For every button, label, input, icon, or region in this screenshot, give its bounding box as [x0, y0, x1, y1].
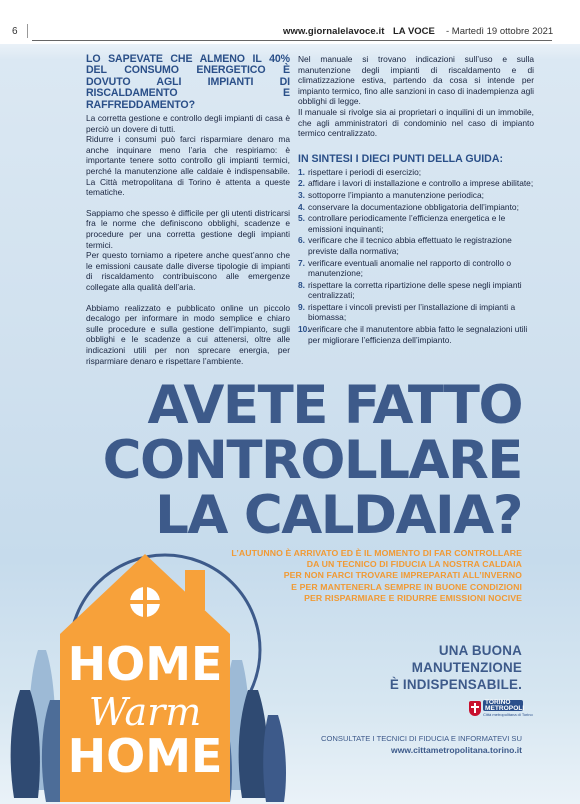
list-item: 3. sottoporre l’impianto a manutenzione periodica;	[298, 189, 484, 200]
article-paragraph: Abbiamo realizzato e pubblicato online un piccolo decalogo per informare in modo semplice e chiaro sulle procedure e sulla gestione dell’impianto, sugli obblighi e le scadenze a cui attenersi, oltre alle indicazioni utili per non sprecare energia, per risparmiare denaro e rispettare l’ambiente.	[86, 302, 290, 366]
article-paragraph: Sappiamo che spesso è difficile per gli utenti districarsi fra le norme che definiscono obblighi, scadenze e procedure per una corretta gestione degli impianti termici.	[86, 207, 290, 250]
page-number: 6	[12, 26, 18, 37]
ad-orange-text: L’AUTUNNO È ARRIVATO ED È IL MOMENTO DI FAR CONTROLLARE DA UN TECNICO DI FIDUCIA LA NOSTRA CALDAIA PER NON FARCI TROVARE IMPREPARATI ALL’INVERNO E PER MANTENERLA SEMPRE IN BUONE CONDIZIONI PER RISPARMIARE E RIDURRE EMISSIONI NOCIVE	[231, 548, 522, 603]
header-rule	[32, 40, 552, 41]
house-word-home-bottom: HOME	[67, 729, 223, 783]
header-divider	[27, 24, 28, 38]
list-item: 10. verificare che il manutentore abbia fatto le segnalazioni utili per migliorare l’efficienza dell’impianto.	[298, 324, 528, 345]
house-word-home-top: HOME	[67, 637, 223, 691]
page-header	[0, 0, 580, 44]
list-item: 9. rispettare i vincoli previsti per l’installazione di impianti a biomassa;	[298, 301, 516, 323]
ad-headline-line: AVETE FATTO	[147, 375, 522, 436]
ad-headline-line: CONTROLLARE	[102, 430, 522, 491]
article-paragraph: Nel manuale si trovano indicazioni sull’uso e sulla manutenzione degli impianti di riscaldamento e di climatizzazione estiva, partendo da cosa si intende per impianto termico, fino alle sanzioni in caso di inadempienza agli obblighi di legge.	[298, 54, 534, 107]
contact-line: CONSULTATE I TECNICI DI FIDUCIA E INFORMATEVI SU	[321, 734, 522, 743]
house-word-warm: Warm	[88, 690, 202, 734]
newspaper-name: LA VOCE	[393, 26, 435, 37]
ad-headline-line: LA CALDAIA?	[155, 485, 522, 546]
summary-title: IN SINTESI I DIECI PUNTI DELLA GUIDA:	[298, 152, 504, 165]
ad-headline	[102, 375, 522, 546]
list-item: 1. rispettare i periodi di esercizio;	[298, 166, 422, 177]
site-url[interactable]: www.giornalelavoce.it	[283, 26, 385, 37]
contact-url[interactable]: www.cittametropolitana.torino.it	[391, 744, 522, 755]
cross-shield-icon	[469, 701, 481, 716]
issue-date: - Martedì 19 ottobre 2021	[446, 26, 554, 37]
window-icon	[130, 587, 160, 617]
ad-contact	[321, 734, 522, 755]
article-paragraph: Per questo torniamo a ripetere anche quest’anno che le emissioni causate dalle diverse tipologie di impianti di riscaldamento contribuiscono alle emergenze collegate alla qualità dell’aria.	[86, 250, 290, 292]
article-paragraph: Ridurre i consumi può farci risparmiare denaro ma anche inquinare meno l’aria che respiriamo: è importante tenere sotto controllo gli impianti termici, perché la manutenzione alle caldaie è indispensabile. La Città metropolitana di Torino è attenta a queste tematiche.	[86, 134, 290, 198]
list-item: 8. rispettare la corretta ripartizione delle spese negli impianti centralizzati;	[298, 279, 522, 301]
torino-metropoli-logo: TORINO METROPOLI Città metropolitana di Torino	[469, 700, 524, 720]
ad-tagline: UNA BUONA MANUTENZIONE È INDISPENSABILE.	[389, 643, 522, 692]
chimney	[185, 570, 205, 610]
article-right-column	[298, 54, 534, 346]
article-left-column	[86, 54, 290, 366]
article-headline: LO SAPEVATE CHE ALMENO IL 40% DEL CONSUMO ENERGETICO È DOVUTO AGLI IMPIANTI DI RISCALDAMENTO E RAFFREDDAMENTO?	[86, 53, 290, 111]
list-item: 7. verificare eventuali anomalie nel rapporto di controllo o manutenzione;	[298, 257, 511, 279]
list-item: 2. affidare i lavori di installazione e controllo a imprese abilitate;	[298, 178, 534, 189]
list-item: 5. controllare periodicamente l’efficienza energetica e le emissioni inquinanti;	[298, 213, 506, 234]
article-paragraph: Il manuale si rivolge sia ai proprietari o inquilini di un immobile, che agli amministratori di condominio nel caso di impianto termico centralizzato.	[298, 106, 534, 139]
house-illustration	[0, 540, 300, 804]
article-paragraph: La corretta gestione e controllo degli impianti di casa è perciò un dovere di tutti.	[86, 113, 290, 134]
list-item: 4. conservare la documentazione obbligatoria dell’impianto;	[298, 201, 519, 212]
guide-points-list	[298, 167, 534, 346]
list-item: 6. verificare che il tecnico abbia effettuato le registrazione previste dalla normativa;	[298, 235, 512, 256]
